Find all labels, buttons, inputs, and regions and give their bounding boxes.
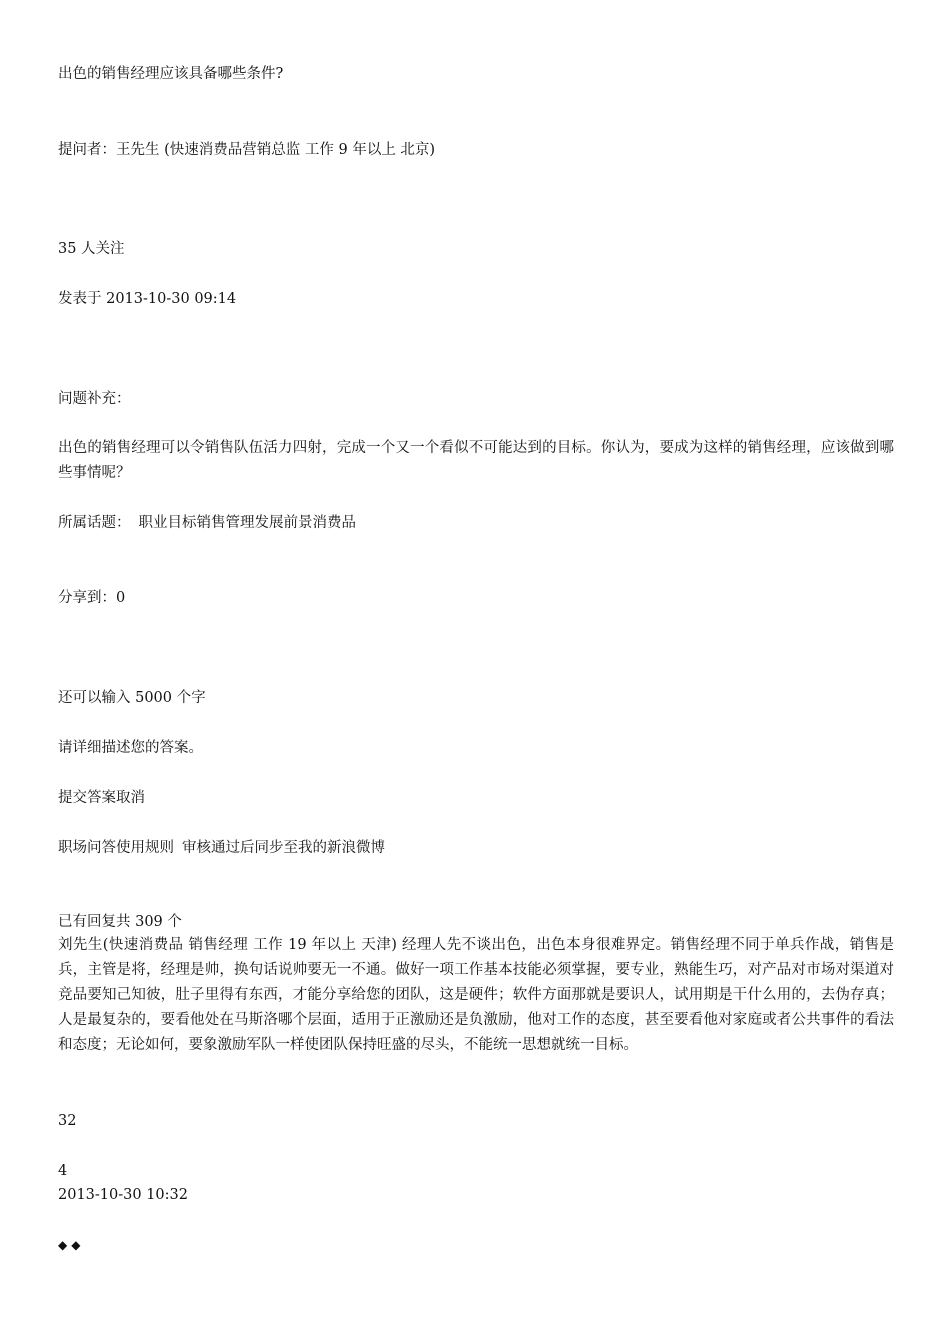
share-count[interactable]: 分享到：0 [58, 590, 126, 606]
post-time: 发表于 2013-10-30 09:14 [58, 291, 237, 307]
topic-links[interactable]: 职业目标销售管理发展前景消费品 [138, 515, 356, 531]
reply-body [58, 933, 894, 1058]
char-limit: 还可以输入 5000 个字 [58, 690, 206, 706]
answer-input-placeholder[interactable]: 请详细描述您的答案。 [58, 740, 203, 756]
follower-count[interactable]: 35 人关注 [58, 241, 125, 257]
topics-label: 所属话题： [58, 515, 131, 531]
reply-count: 已有回复共 309 个 [58, 914, 182, 930]
answer-actions[interactable]: 提交答案取消 [58, 790, 145, 806]
weibo-sync-option[interactable]: 审核通过后同步至我的新浪微博 [182, 840, 385, 856]
topics-row [58, 513, 356, 533]
question-title: 出色的销售经理应该具备哪些条件? [58, 66, 284, 82]
supplement-label: 问题补充： [58, 391, 131, 407]
supplement-text: 出色的销售经理可以令销售队伍活力四射，完成一个又一个看似不可能达到的目标。你认为，要成为这样的销售经理，应该做到哪些事情呢？ [58, 440, 894, 481]
asker-info: 提问者：王先生 (快速消费品营销总监 工作 9 年以上 北京) [58, 142, 436, 158]
reply-time: 2013-10-30 10:32 [58, 1187, 188, 1203]
reply-downvotes[interactable]: 4 [58, 1163, 68, 1179]
rules-row [58, 838, 385, 858]
reply-author[interactable]: 刘先生(快速消费品 销售经理 工作 19 年以上 天津) [58, 937, 402, 953]
reply-content: 经理人先不谈出色，出色本身很难界定。销售经理不同于单兵作战，销售是兵，主管是将，经理是帅，换句话说帅要无一不通。做好一项工作基本技能必须掌握，要专业，熟能生巧，对产品对市场对渠道对竞品要知己知彼，肚子里得有东西，才能分享给您的团队，这是硬件；软件方面那就是要识人，试用期是干什么用的，去伪存真；人是最复杂的，要看他处在马斯洛哪个层面，适用于正激励还是负激励，他对工作的态度，甚至要看他对家庭或者公共事件的看法和态度；无论如何，要象激励军队一样使团队保持旺盛的尽头，不能统一思想就统一目标。 [58, 937, 894, 1053]
reply-upvotes[interactable]: 32 [58, 1113, 77, 1129]
rules-link[interactable]: 职场问答使用规则 [58, 840, 174, 856]
diamond-markers: ◆◆ [58, 1238, 85, 1252]
